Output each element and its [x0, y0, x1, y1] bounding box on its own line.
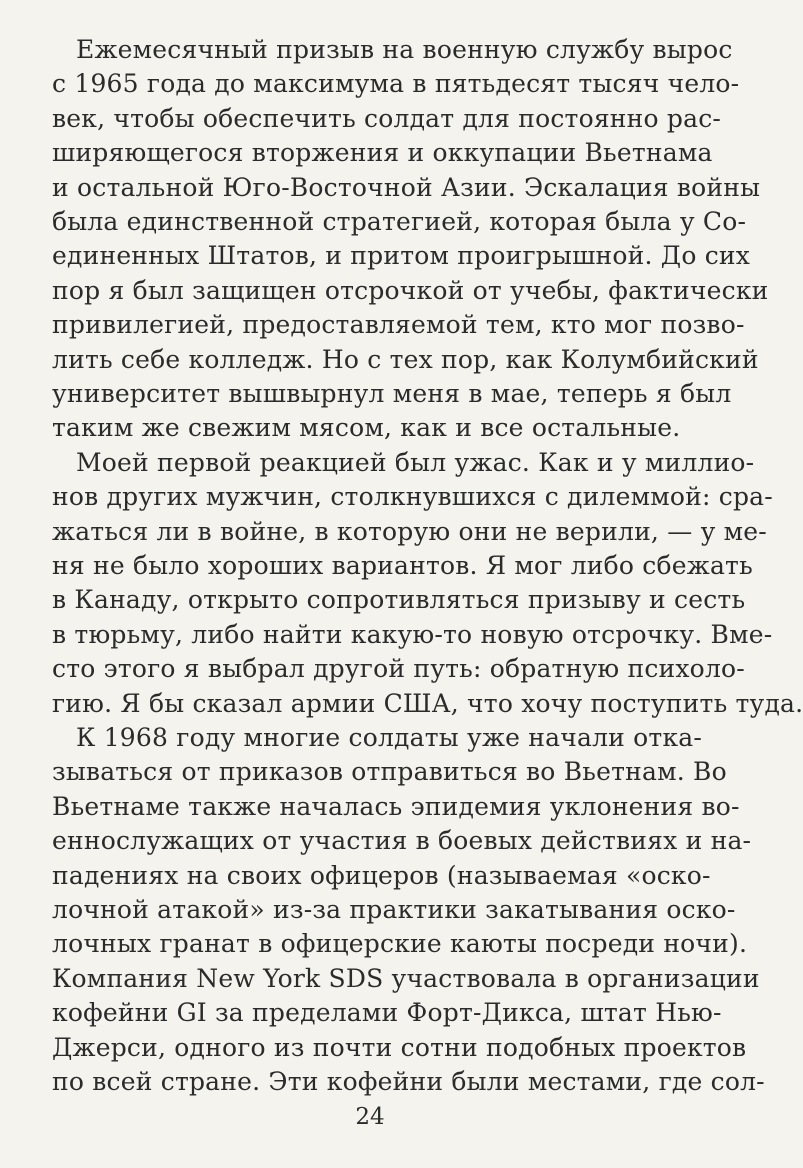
text-line: К 1968 году многие солдаты уже начали отка-	[76, 723, 703, 752]
text-line: и остальной Юго-Восточной Азии. Эскалация войны	[52, 172, 761, 202]
text-line: нов других мужчин, столкнувшихся с дилеммой: сра-	[52, 482, 773, 512]
text-line: по всей стране. Эти кофейни были местами, где сол-	[52, 1067, 765, 1096]
text-line: ширяющегося вторжения и оккупации Вьетнама	[52, 138, 713, 168]
text-line: лочных гранат в офицерские каюты посреди ночи).	[52, 929, 748, 959]
text-line: университет вышвырнул меня в мае, теперь я был	[52, 379, 732, 408]
text-line: Моей первой реакцией был ужас. Как и у миллио-	[76, 447, 755, 477]
text-line: в тюрьму, либо найти какую-то новую отсрочку. Вме-	[52, 619, 773, 649]
text-line: в Канаду, открыто сопротивляться призыву и сесть	[52, 585, 746, 615]
text-line: ня не было хороших вариантов. Я мог либо сбежать	[52, 551, 753, 580]
text-line: сто этого я выбрал другой путь: обратную психоло-	[52, 654, 745, 684]
text-line: еннослужащих от участия в боевых действиях и на-	[52, 826, 752, 856]
book-page	[52, 8, 803, 1158]
text-line: Вьетнаме также началась эпидемия уклонения во-	[52, 791, 740, 821]
text-line: таким же свежим мясом, как и все остальные.	[52, 413, 681, 443]
text-line: Ежемесячный призыв на военную службу вырос	[76, 35, 733, 64]
text-line: Джерси, одного из почти сотни подобных проектов	[52, 1032, 747, 1062]
page-number: 24	[355, 1104, 385, 1130]
text-line: лить себе колледж. Но с тех пор, как Колумбийский	[52, 344, 759, 374]
text-line: привилегией, предоставляемой тем, кто мог позво-	[52, 310, 745, 340]
text-line: с 1965 года до максимума в пятьдесят тысяч чело-	[52, 69, 740, 99]
text-line: пор я был защищен отсрочкой от учебы, фактически	[52, 275, 769, 305]
text-line: падениях на своих офицеров (называемая «оско-	[52, 860, 711, 890]
text-line: век, чтобы обеспечить солдат для постоянно рас-	[52, 103, 722, 133]
text-line: была единственной стратегией, которая была у Со-	[52, 207, 747, 236]
text-line: зываться от приказов отправиться во Вьетнам. Во	[52, 757, 727, 787]
text-line: гию. Я бы сказал армии США, что хочу поступить туда.	[52, 688, 803, 718]
text-line: лочной атакой» из-за практики закатывания оско-	[52, 895, 736, 924]
text-line: Компания New York SDS участвовала в организации	[52, 963, 760, 993]
text-line: кофейни GI за пределами Форт-Дикса, штат Нью-	[52, 998, 722, 1028]
text-line: жаться ли в войне, в которую они не верили, — у ме-	[52, 516, 767, 546]
text-line: единенных Штатов, и притом проигрышной. До сих	[52, 241, 751, 271]
